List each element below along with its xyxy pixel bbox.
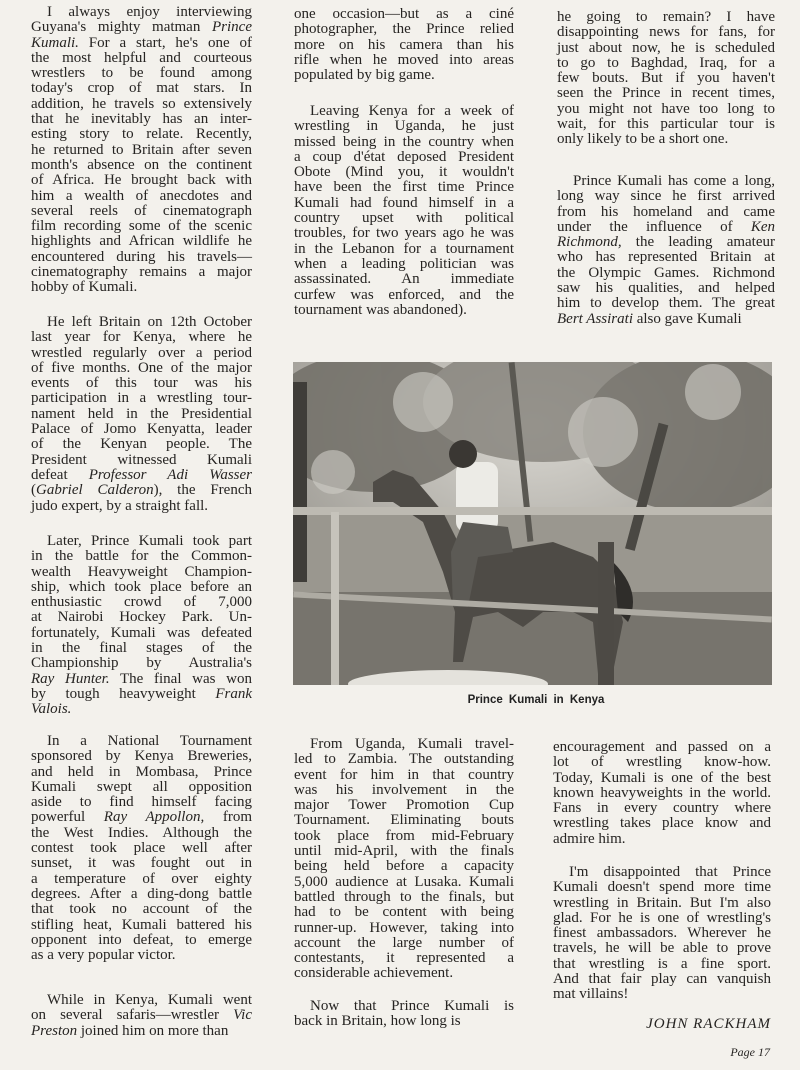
text-line: esting story to relate. Recently, [31, 126, 252, 143]
text-line: runner-up. However, taking into [294, 919, 514, 936]
paragraph [31, 5, 252, 296]
text-line: that he inevitably has an inter- [31, 111, 252, 128]
text-line: in the battle for the Common- [31, 548, 252, 565]
text-line: just about now, he is scheduled [557, 39, 775, 56]
paragraph [553, 740, 771, 847]
text-line: Tournament. Eliminating bouts [294, 812, 514, 829]
text-line: Obote (Mind you, it wouldn't [294, 164, 514, 181]
paragraph [294, 737, 514, 982]
text-line: from his homeland and came [557, 203, 775, 220]
text-line: Championship by Australia's [31, 655, 252, 672]
paragraph [294, 104, 514, 318]
text-line: cinematography remains a major [31, 264, 252, 281]
text-line: sunset, it was fought out in [31, 855, 252, 872]
text-line: wrestling in Britain. But I'm also [553, 894, 771, 911]
text-line: degrees. After a ding-dong battle [31, 885, 252, 902]
text-line: I always enjoy interviewing [47, 4, 252, 20]
text-line: admire him. [553, 830, 626, 847]
paragraph [294, 999, 514, 1030]
text-line: From Uganda, Kumali travel- [310, 736, 514, 752]
text-line: several reels of cinematograph [31, 202, 252, 219]
text-line: encouragement and passed on a [553, 739, 771, 755]
text-line: of Africa. He brought back with [31, 172, 252, 189]
text-line: Kumali doesn't spend more time [553, 879, 771, 896]
text-line: only likely to be a short one. [557, 131, 729, 148]
text-line: curfew was enforced, and the [294, 286, 514, 303]
text-line: event for him in that country [294, 766, 514, 783]
text-line: in the Lebanon for a tournament [294, 240, 514, 257]
text-line: enthusiastic crowd of 7,000 [31, 594, 252, 611]
text-line: finest ambassadors. Wherever he [553, 925, 771, 942]
text-line: wrestlers to be found among [31, 65, 252, 82]
text-line: Preston joined him on more than [31, 1022, 229, 1039]
text-line: film recording some of the scenic [31, 218, 252, 235]
text-line: that took no account of the [31, 901, 252, 918]
paragraph [31, 734, 252, 963]
text-line: Kumali had found himself in a [294, 194, 514, 211]
text-line: assassinated. An immediate [294, 271, 514, 288]
text-line: missed being in the country when [294, 133, 514, 150]
text-line: lot of wrestling know-how. [553, 754, 771, 771]
text-line: stifling heat, Kumali battered his [31, 916, 252, 933]
text-line: President witnessed Kumali [31, 451, 252, 468]
text-line: considerable achievement. [294, 965, 454, 982]
text-line: country upset with political [294, 210, 514, 227]
text-line: aside to find himself facing [31, 794, 252, 811]
text-line: at Nairobi Hockey Park. Un- [31, 609, 252, 626]
text-line: long way since he first arrived [557, 188, 775, 205]
photo-image [293, 362, 772, 685]
text-line: hobby of Kumali. [31, 279, 138, 296]
text-line: troubles, for two years ago he was [294, 225, 514, 242]
text-line: photographer, the Prince relied [294, 21, 514, 38]
text-line: In a National Tournament [47, 733, 252, 749]
text-line: him to develop them. The great [557, 295, 775, 312]
photo-prince-kumali-on-horse [293, 362, 772, 685]
text-line: on several safaris—wrestler Vic [31, 1007, 252, 1024]
text-line: when a leading politician was [294, 255, 514, 272]
text-line: nament held in the Presidential [31, 405, 252, 422]
text-line: he returned to Britain after seven [31, 141, 252, 158]
text-line: have been the first time Prince [294, 179, 514, 196]
text-line: encountered during his travels— [31, 248, 252, 265]
text-line: who has represented Britain at [557, 249, 775, 266]
text-line: led to Zambia. The outstanding [294, 751, 514, 768]
text-line: month's absence on the continent [31, 156, 252, 173]
text-line: disappointing news for fans, for [557, 24, 775, 41]
paragraph [294, 7, 514, 83]
text-line: Bert Assirati also gave Kumali [557, 310, 742, 327]
text-line: opponent into defeat, to emerge [31, 931, 252, 948]
text-line: glad. For he is one of wrestling's [553, 909, 771, 926]
text-line: Palace of Jomo Kenyatta, leader [31, 421, 252, 438]
text-line: was his involvement in the [294, 781, 514, 798]
text-line: judo expert, by a straight fall. [31, 497, 209, 514]
text-line: defeat Professor Adi Wasser [31, 466, 252, 483]
text-line: had to be content with being [294, 904, 514, 921]
text-line: the most helpful and courteous [31, 49, 252, 66]
paragraph [557, 174, 775, 327]
text-line: of the Kenyan people. The [31, 436, 252, 453]
text-line: account the large number of [294, 934, 514, 951]
text-line: sponsored by Kenya Breweries, [31, 748, 252, 765]
text-line: and held in Mombasa, Prince [31, 763, 252, 780]
text-line: wrestling in Uganda, he just [294, 118, 514, 135]
text-line: he going to remain? I have [557, 9, 775, 25]
text-line: highlights and African wildlife he [31, 233, 252, 250]
paragraph [31, 315, 252, 514]
text-line: one occasion—but as a ciné [294, 6, 514, 22]
text-line: Prince Kumali has come a long, [573, 173, 775, 189]
text-line: And that fair play can vanquish [553, 971, 771, 988]
text-line: (Gabriel Calderon), the French [31, 482, 252, 499]
text-line: Today, Kumali is one of the best [553, 769, 771, 786]
text-line: took place from mid-February [294, 827, 514, 844]
text-line: major Tower Promotion Cup [294, 797, 514, 814]
paragraph [31, 993, 252, 1039]
text-line: Leaving Kenya for a week of [310, 103, 514, 119]
text-line: by tough heavyweight Frank [31, 685, 252, 702]
text-line: him a wealth of anecdotes and [31, 187, 252, 204]
text-line: wrestling takes place know and [553, 815, 771, 832]
text-line: that wrestling is a fine sport. [553, 955, 771, 972]
text-line: in the final stages of the [31, 640, 252, 657]
text-line: as a very popular victor. [31, 947, 176, 964]
paragraph [31, 534, 252, 718]
text-line: ship, which took place before an [31, 578, 252, 595]
text-line: powerful Ray Appollon, from [31, 809, 252, 826]
text-line: being held before a capacity [294, 858, 514, 875]
text-line: events of this tour was his [31, 375, 252, 392]
text-line: Richmond, the leading amateur [557, 234, 775, 251]
text-line: Later, Prince Kumali took part [47, 533, 252, 549]
text-line: seen the Prince in recent times, [557, 85, 775, 102]
text-line: to go to Baghdad, Iraq, for a [557, 54, 775, 71]
text-line: Guyana's mighty matman Prince [31, 19, 252, 36]
text-line: fortunately, Kumali was defeated [31, 624, 252, 641]
page-number: Page 17 [730, 1045, 770, 1059]
text-line: under the influence of Ken [557, 218, 775, 235]
text-line: you might not have too long to [557, 100, 775, 117]
text-line: 5,000 audience at Lusaka. Kumali [294, 873, 514, 890]
text-line: a coup d'état deposed President [294, 148, 514, 165]
text-line: until mid-April, with the finals [294, 843, 514, 860]
text-line: contest took place well after [31, 840, 252, 857]
text-line: contestants, it represented a [294, 950, 514, 967]
text-line: of five months. One of the major [31, 359, 252, 376]
text-line: travels, he will be able to prove [553, 940, 771, 957]
text-line: While in Kenya, Kumali went [47, 992, 252, 1008]
text-line: wealth Heavyweight Champion- [31, 563, 252, 580]
paragraph [557, 10, 775, 148]
text-line: Now that Prince Kumali is [310, 998, 514, 1014]
text-line: last year for Kenya, where he [31, 329, 252, 346]
text-line: saw his qualities, and helped [557, 280, 775, 297]
text-line: wait, for this particular tour is [557, 116, 775, 133]
text-line: participation in a wrestling tour- [31, 390, 252, 407]
text-line: He left Britain on 12th October [47, 314, 252, 330]
photo-caption: Prince Kumali in Kenya [467, 694, 605, 706]
text-line: populated by big game. [294, 67, 435, 84]
author-byline: JOHN RACKHAM [646, 1016, 771, 1032]
text-line: wrestled regularly over a period [31, 344, 252, 361]
text-line: Fans in every country where [553, 800, 771, 817]
text-line: few bouts. But if you haven't [557, 70, 775, 87]
text-line: Kumali. For a start, he's one of [31, 34, 252, 51]
text-line: Ray Hunter. The final was won [31, 670, 253, 687]
text-line: Kumali swept all opposition [31, 778, 252, 795]
text-line: tournament was abandoned). [294, 301, 467, 318]
text-line: addition, he travels so extensively [31, 95, 252, 112]
text-line: the Olympic Games. Richmond [557, 264, 775, 281]
text-line: today's crop of mat stars. In [31, 80, 252, 97]
text-line: known heavyweights in the world. [553, 784, 771, 801]
text-line: rifle when he moved into areas [294, 51, 514, 68]
paragraph [553, 865, 771, 1003]
text-line: Valois. [31, 701, 72, 718]
text-line: the West Indies. Although the [31, 824, 252, 841]
text-line: battled through to the finals, but [294, 888, 514, 905]
text-line: a temperature of over eighty [31, 870, 252, 887]
text-line: more on his camera than his [294, 36, 514, 53]
text-line: back in Britain, how long is [294, 1013, 461, 1030]
text-line: mat villains! [553, 986, 629, 1003]
text-line: I'm disappointed that Prince [569, 864, 771, 880]
